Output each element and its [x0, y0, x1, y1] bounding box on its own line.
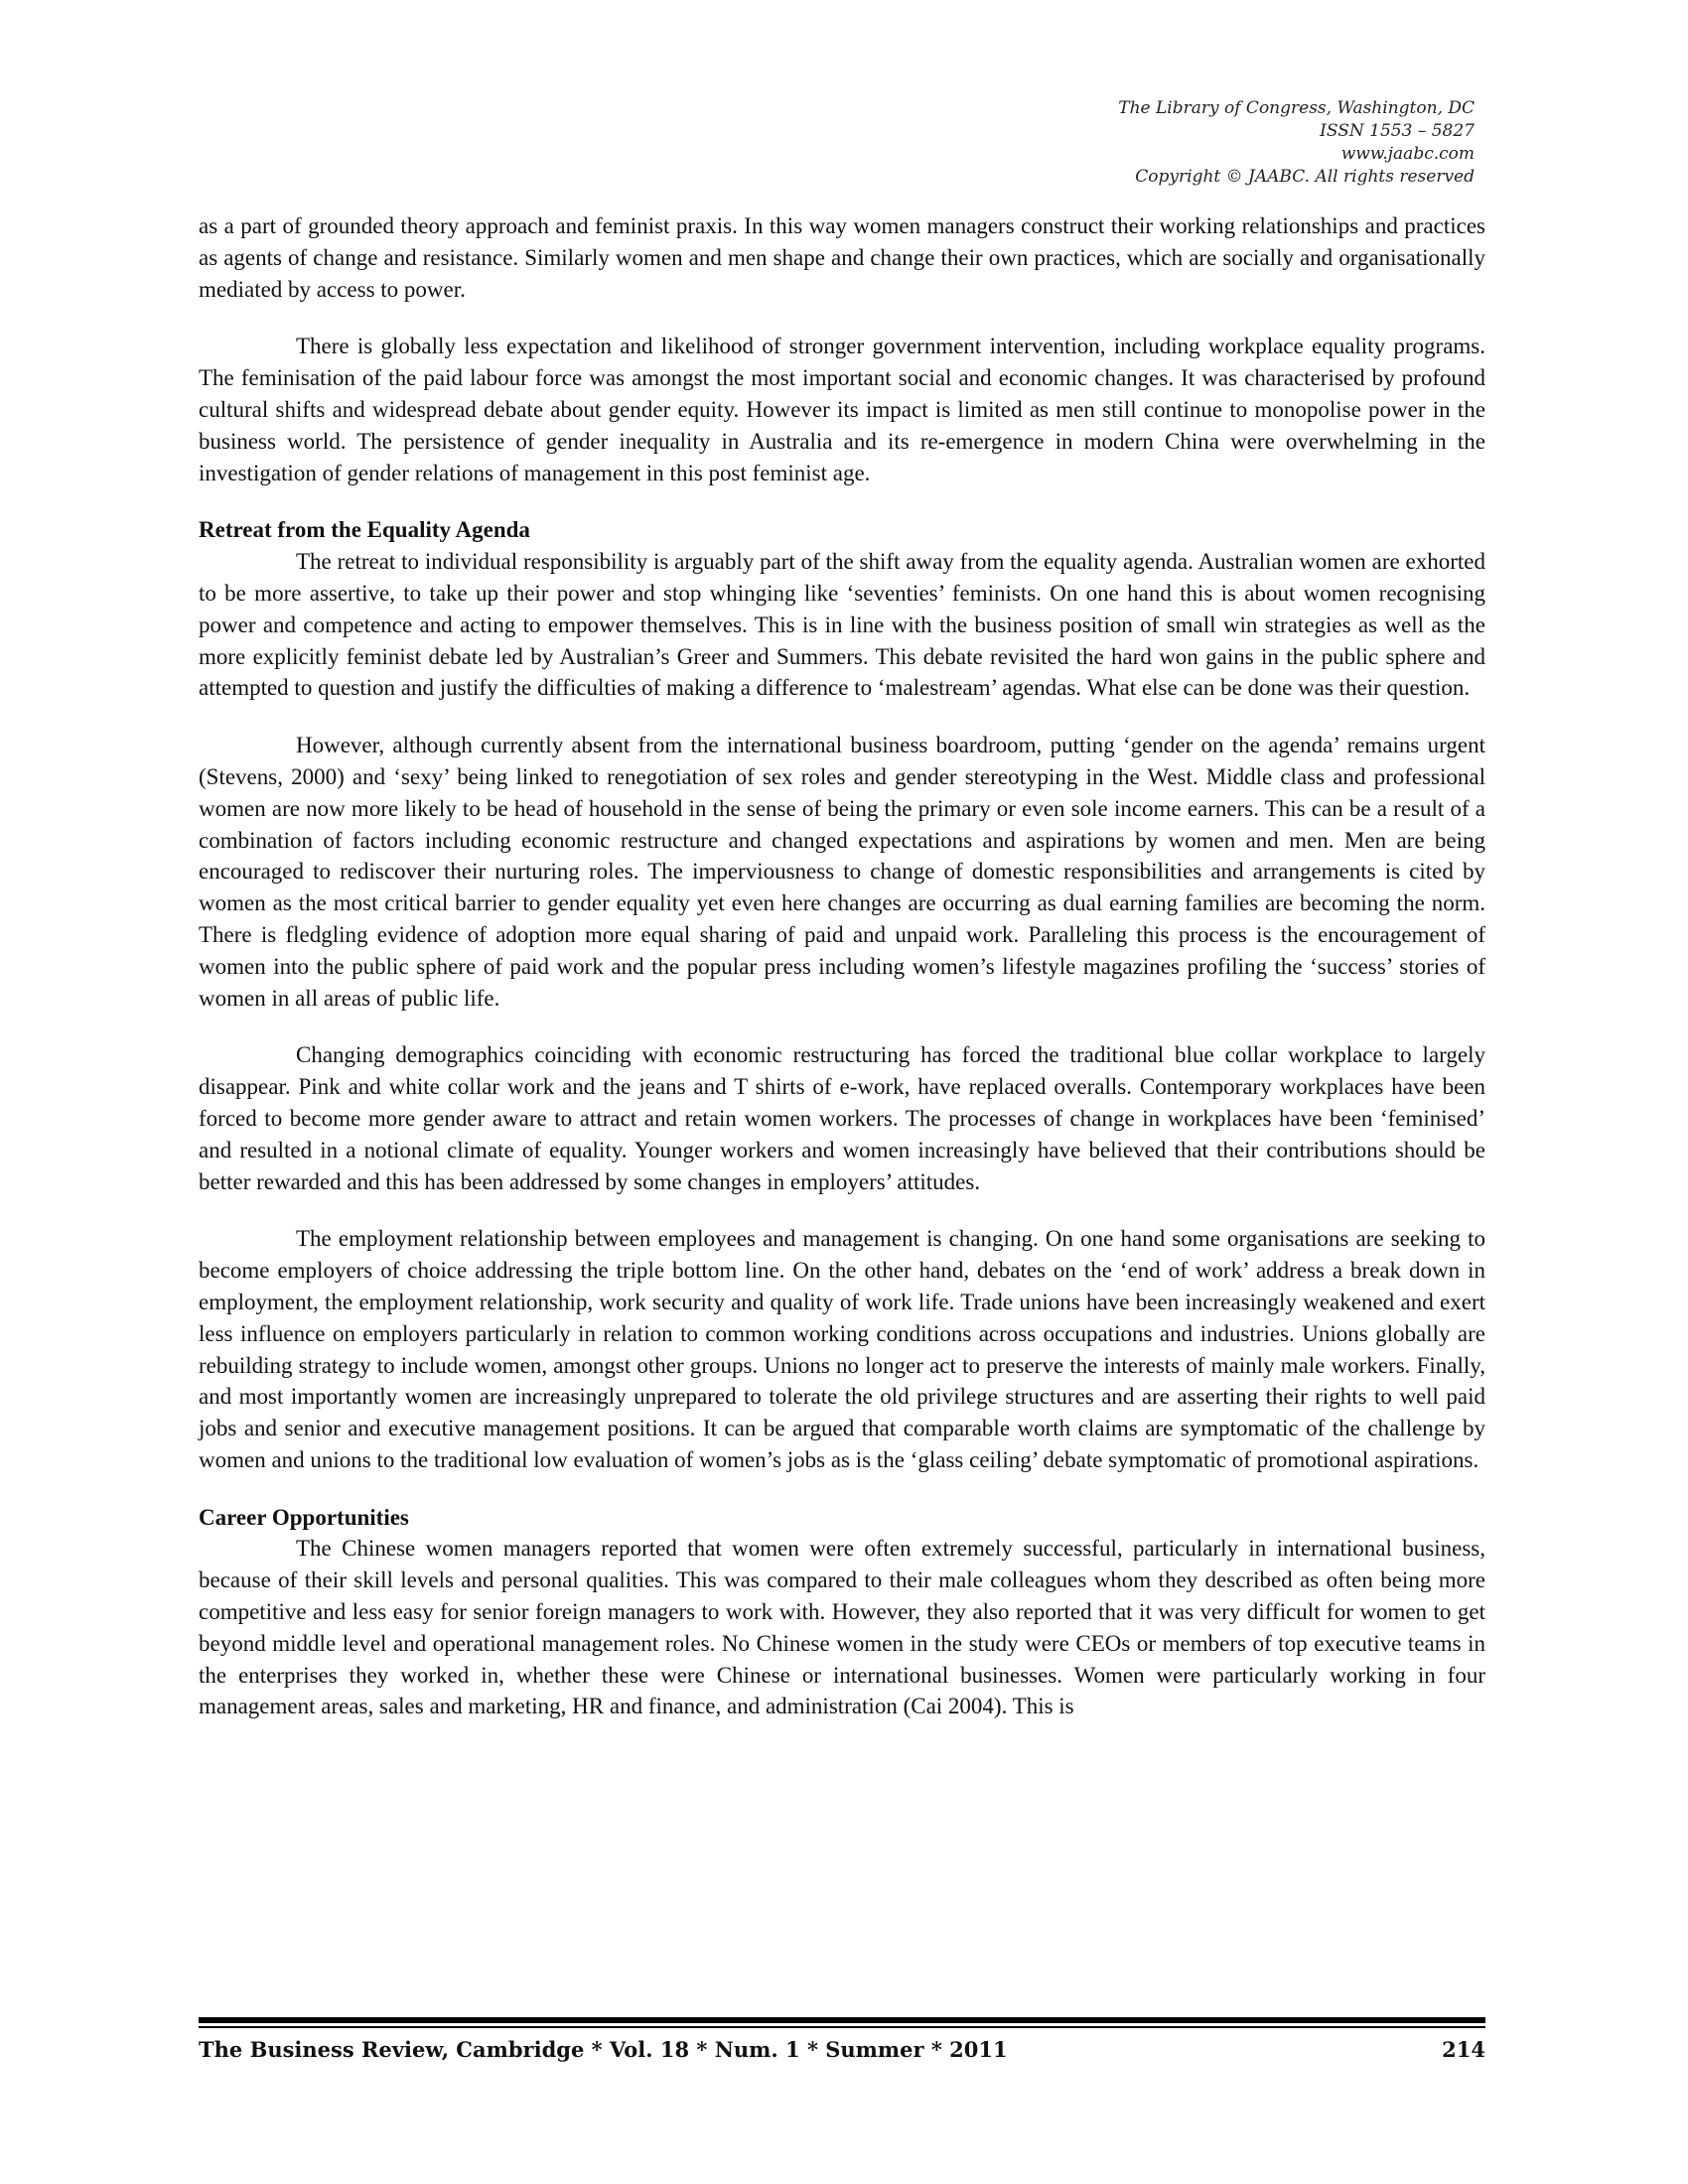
- header-website: www.jaabc.com: [1340, 144, 1475, 164]
- footer-journal: The Business Review, Cambridge * Vol. 18 * Num. 1 * Summer * 2011: [199, 2037, 1008, 2062]
- paragraph-2: There is globally less expectation and likelihood of stronger government intervention, including workplace equality programs. The feminisation of the paid labour force was amongst the most important social and economic changes. It was characterised by profound cultural shifts and widespread debate about gender equity. However its impact is limited as men still continue to monopolise power in the business world. The persistence of gender inequality in Australia and its re-emergence in modern China were overwhelming in the investigation of gender relations of management in this post feminist age.: [199, 334, 1485, 485]
- header-library: The Library of Congress, Washington, DC: [1118, 98, 1475, 118]
- paragraph-6: The employment relationship between employees and management is changing. On one hand some organisations are seeking to become employers of choice addressing the triple bottom line. On the other hand, debates on the ‘end of work’ address a break down in employment, the employment relationship, work security and quality of work life. Trade unions have been increasingly weakened and exert less influence on employers particularly in relation to common working conditions across occupations and industries. Unions globally are rebuilding strategy to include women, amongst other groups. Unions no longer act to preserve the interests of mainly male workers. Finally, and most importantly women are increasingly unprepared to tolerate the old privilege structures and are asserting their rights to well paid jobs and senior and executive management positions. It can be argued that comparable worth claims are symptomatic of the challenge by women and unions to the traditional low evaluation of women’s jobs as is the ‘glass ceiling’ debate symptomatic of promotional aspirations.: [199, 1226, 1485, 1472]
- header-issn: ISSN 1553 – 5827: [1320, 121, 1475, 141]
- paragraph-1: as a part of grounded theory approach and feminist praxis. In this way women managers construct their working relationships and practices as agents of change and resistance. Similarly women and men shape and change their own practices, which are socially and organisationally mediated by access to power.: [199, 213, 1485, 302]
- section-heading-career: Career Opportunities: [199, 1504, 409, 1530]
- paragraph-5: Changing demographics coinciding with economic restructuring has forced the traditional blue collar workplace to largely disappear. Pink and white collar work and the jeans and T shirts of e-work, have replaced overalls. Contemporary workplaces have been forced to become more gender aware to attract and retain women workers. The processes of change in workplaces have been ‘feminised’ and resulted in a notional climate of equality. Younger workers and women increasingly have believed that their contributions should be better rewarded and this has been addressed by some changes in employers’ attitudes.: [199, 1042, 1485, 1194]
- footer-rule-thin: [199, 2026, 1485, 2028]
- article-body: [199, 210, 1485, 1722]
- paragraph-3: The retreat to individual responsibility is arguably part of the shift away from the equality agenda. Australian women are exhorted to be more assertive, to take up their power and stop whinging like ‘seventies’ feminists. On one hand this is about women recognising power and competence and acting to empower themselves. This is in line with the business position of small win strategies as well as the more explicitly feminist debate led by Australian’s Greer and Summers. This debate revisited the hard won gains in the public sphere and attempted to question and justify the difficulties of making a difference to ‘malestream’ agendas. What else can be done was their question.: [199, 549, 1485, 701]
- page-footer: [199, 2037, 1485, 2067]
- paragraph-7: The Chinese women managers reported that women were often extremely successful, particularly in international business, because of their skill levels and personal qualities. This was compared to their male colleagues whom they described as often being more competitive and less easy for senior foreign managers to work with. However, they also reported that it was very difficult for women to get beyond middle level and operational management roles. No Chinese women in the study were CEOs or members of top executive teams in the enterprises they worked in, whether these were Chinese or international businesses. Women were particularly working in four management areas, sales and marketing, HR and finance, and administration (Cai 2004). This is: [199, 1536, 1485, 1719]
- header-copyright: Copyright © JAABC. All rights reserved: [1135, 167, 1475, 187]
- footer-rule-thick: [199, 2017, 1485, 2023]
- page-header: [1118, 97, 1475, 189]
- section-heading-retreat: Retreat from the Equality Agenda: [199, 517, 530, 543]
- paragraph-4: However, although currently absent from the international business boardroom, putting ‘gender on the agenda’ remains urgent (Stevens, 2000) and ‘sexy’ being linked to renegotiation of sex roles and gender stereotyping in the West. Middle class and professional women are now more likely to be head of household in the sense of being the primary or even sole income earners. This can be a result of a combination of factors including economic restructure and changed expectations and aspirations by women and men. Men are being encouraged to rediscover their nurturing roles. The imperviousness to change of domestic responsibilities and arrangements is cited by women as the most critical barrier to gender equality yet even here changes are occurring as dual earning families are becoming the norm. There is fledgling evidence of adoption more equal sharing of paid and unpaid work. Paralleling this process is the encouragement of women into the public sphere of paid work and the popular press including women’s lifestyle magazines profiling the ‘success’ stories of women in all areas of public life.: [199, 733, 1485, 1011]
- page-number: 214: [1442, 2037, 1485, 2062]
